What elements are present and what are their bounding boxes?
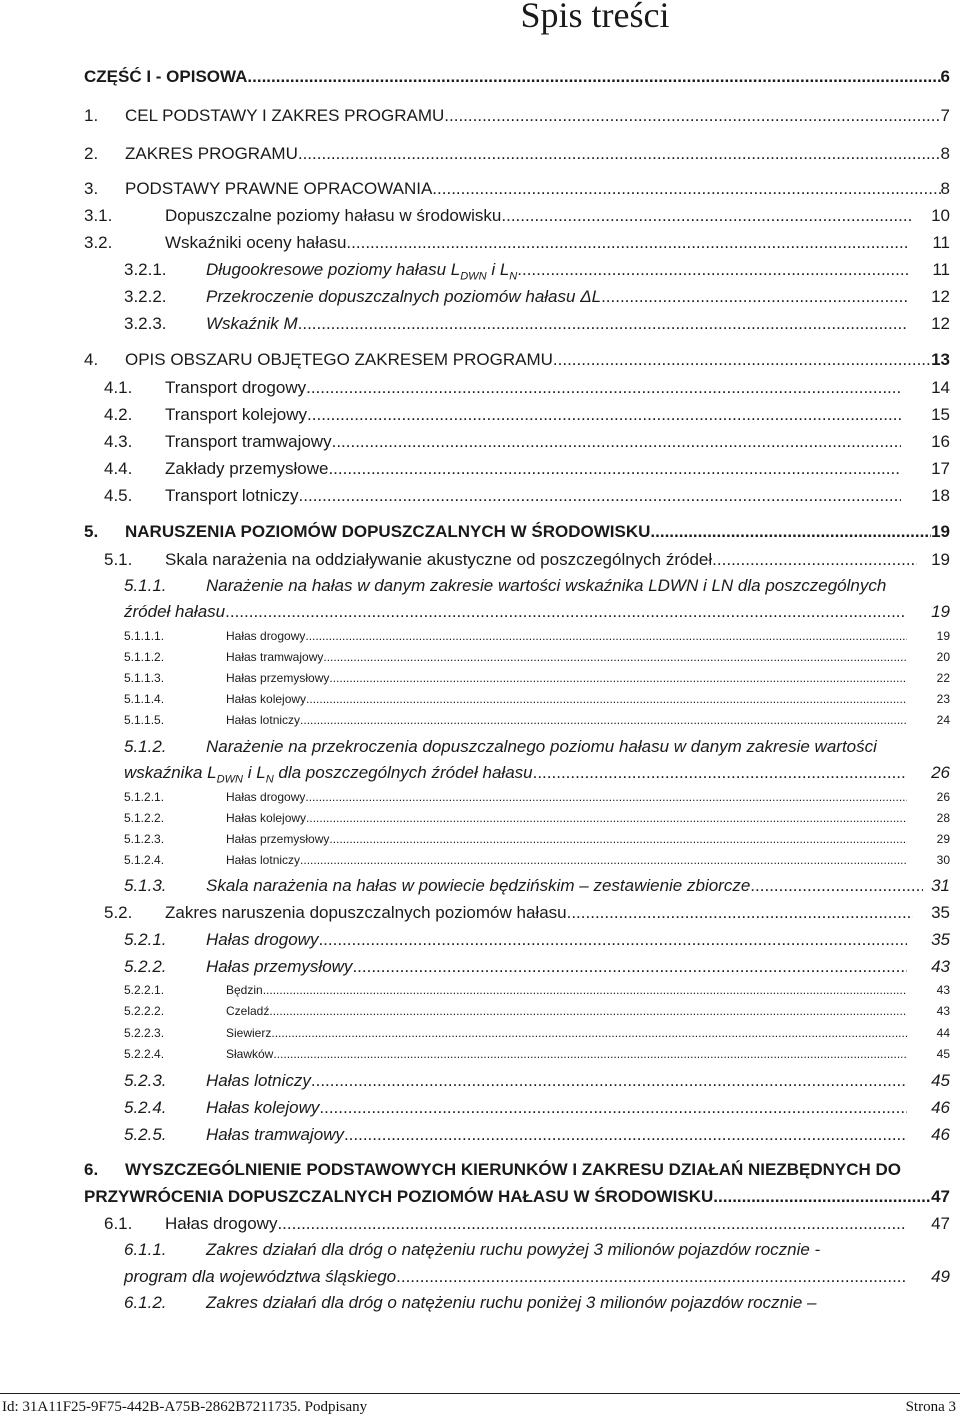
toc-entry-text: Skala narażenia na hałas w powiecie będzińskim – zestawienie zbiorcze — [206, 876, 751, 895]
toc-entry-page: 24 — [936, 713, 950, 727]
toc-entry[interactable] — [124, 811, 950, 825]
toc-entry[interactable] — [124, 260, 950, 283]
toc-entry-page: 45 — [936, 1047, 950, 1061]
toc-entry[interactable] — [124, 930, 950, 950]
toc-entry-number: 5.2.2. — [124, 957, 167, 976]
toc-leader — [352, 957, 907, 977]
toc-entry-text: Narażenie na hałas w danym zakresie wartości wskaźnika LDWN i LN dla poszczególnych — [206, 576, 887, 595]
toc-entry[interactable] — [124, 763, 950, 786]
toc-entry-number: 5.1.2.2. — [124, 811, 165, 825]
toc-entry[interactable] — [84, 350, 950, 370]
toc-entry-text: CEL PODSTAWY I ZAKRES PROGRAMU — [125, 106, 445, 125]
page-title: Spis treści — [520, 0, 670, 35]
toc-entry-page: 16 — [931, 432, 950, 451]
toc-entry-text: NARUSZENIA POZIOMÓW DOPUSZCZALNYCH W ŚRODOWISKU — [125, 522, 651, 541]
toc-entry-text: Wskaźniki oceny hałasu — [165, 233, 347, 252]
toc-entry-page: 23 — [936, 692, 950, 706]
toc-entry-page: 15 — [931, 405, 950, 424]
toc-entry-text: Skala narażenia na oddziaływanie akustyczne od poszczególnych źródeł — [165, 550, 713, 569]
footer-document-id: Id: 31A11F25-9F75-442B-A75B-2862B7211735. Podpisany — [2, 1399, 368, 1415]
toc-entry-page: 43 — [931, 957, 950, 976]
toc-entry-page: 7 — [940, 106, 950, 125]
toc-entry-number: 5. — [84, 522, 99, 541]
toc-leader — [396, 1267, 907, 1287]
toc-leader — [567, 903, 913, 923]
toc-entry-line[interactable] — [124, 737, 877, 757]
toc-entry-text: Hałas tramwajowy — [206, 1125, 344, 1144]
toc-entry-text: Zakres działań dla dróg o natężeniu ruchu poniżej 3 milionów pojazdów rocznie – — [206, 1293, 817, 1312]
toc-entry[interactable] — [104, 903, 950, 923]
toc-entry-text: Dopuszczalne poziomy hałasu w środowisku — [165, 206, 502, 225]
toc-entry-number: 5.1.2. — [124, 737, 167, 756]
toc-entry-text: Czeladź — [226, 1004, 270, 1018]
toc-leader — [533, 763, 907, 783]
toc-entry-number: 5.2.2.1. — [124, 983, 165, 997]
toc-leader — [273, 1047, 906, 1061]
toc-entry-page: 18 — [931, 486, 950, 505]
toc-entry-text: źródeł hałasu — [124, 602, 226, 621]
toc-leader — [319, 1098, 907, 1118]
toc-entry-page: 29 — [936, 832, 950, 846]
toc-entry-text: Hałas drogowy — [206, 930, 319, 949]
toc-entry-page: 45 — [931, 1071, 950, 1090]
toc-entry[interactable] — [124, 713, 950, 727]
toc-entry-line[interactable] — [124, 1293, 816, 1313]
toc-leader — [329, 671, 906, 685]
toc-entry[interactable] — [84, 1187, 950, 1207]
toc-leader — [300, 853, 907, 867]
toc-text-part: dla poszczególnych źródeł hałasu — [273, 763, 533, 782]
toc-entry-number: 6.1.2. — [124, 1293, 167, 1312]
toc-entry[interactable] — [104, 550, 950, 570]
toc-entry[interactable] — [84, 67, 950, 87]
toc-entry[interactable] — [104, 405, 950, 425]
toc-entry-number: 5.1. — [104, 550, 133, 569]
toc-entry-text: Zakres naruszenia dopuszczalnych poziomów hałasu — [165, 903, 567, 922]
toc-entry-line[interactable] — [84, 1160, 901, 1180]
toc-entry-text: CZĘŚĆ I - OPISOWA — [84, 67, 248, 86]
toc-entry-page: 14 — [931, 378, 950, 397]
toc-leader — [306, 811, 907, 825]
toc-leader — [329, 832, 906, 846]
toc-text-part: i L — [486, 260, 510, 279]
toc-entry-number: 4.5. — [104, 486, 133, 505]
toc-entry[interactable] — [124, 790, 950, 804]
toc-entry-page: 26 — [931, 763, 950, 782]
toc-entry[interactable] — [124, 1071, 950, 1091]
toc-subscript: N — [265, 773, 274, 786]
toc-leader — [601, 287, 907, 307]
toc-entry-text: Hałas drogowy — [226, 629, 306, 643]
toc-entry-text: Hałas kolejowy — [206, 1098, 320, 1117]
toc-entry-line[interactable] — [124, 1240, 820, 1260]
toc-entry[interactable] — [84, 522, 950, 542]
toc-entry-page: 10 — [931, 206, 950, 225]
toc-entry-page: 20 — [936, 650, 950, 664]
toc-leader — [305, 790, 906, 804]
toc-entry-number: 5.1.3. — [124, 876, 167, 895]
toc-entry-page: 28 — [936, 811, 950, 825]
toc-leader — [432, 179, 940, 199]
toc-entry[interactable] — [124, 853, 950, 867]
toc-subscript: N — [509, 270, 518, 283]
toc-entry[interactable] — [124, 1267, 950, 1287]
toc-entry-number: 3. — [84, 179, 99, 198]
toc-entry-number: 5.2. — [104, 903, 133, 922]
toc-entry-text: Sławków — [226, 1047, 274, 1061]
toc-entry-number: 3.2.1. — [124, 260, 167, 279]
toc-leader — [269, 1004, 906, 1018]
toc-leader — [444, 106, 940, 126]
toc-entry[interactable] — [124, 650, 950, 664]
toc-entry-number: 4. — [84, 350, 99, 369]
toc-entry-text: Przekroczenie dopuszczalnych poziomów hałasu ΔL — [206, 287, 602, 306]
toc-leader — [750, 876, 923, 896]
toc-entry[interactable] — [104, 1214, 950, 1234]
toc-entry-number: 4.2. — [104, 405, 133, 424]
toc-entry-text: Hałas przemysłowy — [226, 832, 330, 846]
toc-leader — [346, 233, 908, 253]
toc-entry-page: 35 — [931, 903, 950, 922]
toc-entry-page: 46 — [931, 1125, 950, 1144]
toc-leader — [271, 1026, 906, 1040]
toc-entry-page: 17 — [931, 459, 950, 478]
toc-entry-page: 11 — [932, 260, 950, 279]
toc-entry-page: 6 — [940, 67, 950, 86]
toc-entry[interactable] — [124, 629, 950, 643]
toc-entry[interactable] — [124, 983, 950, 997]
toc-entry-number: 2. — [84, 144, 99, 163]
toc-leader — [277, 1214, 907, 1234]
toc-entry-text: Hałas kolejowy — [226, 811, 307, 825]
footer-page-number: Strona 3 — [905, 1399, 956, 1415]
toc-leader — [247, 67, 940, 87]
toc-leader — [263, 983, 907, 997]
toc-entry-text — [206, 260, 518, 283]
toc-entry-text: program dla województwa śląskiego — [124, 1267, 397, 1286]
toc-entry-number: 5.1.2.3. — [124, 832, 165, 846]
toc-entry-page: 26 — [936, 790, 950, 804]
toc-text-part: wskaźnika L — [124, 763, 217, 782]
toc-entry-text — [124, 763, 533, 786]
toc-entry[interactable] — [124, 832, 950, 846]
toc-subscript: DWN — [460, 270, 487, 283]
toc-text-part: i L — [243, 763, 266, 782]
toc-entry-number: 5.2.3. — [124, 1071, 167, 1090]
toc-entry[interactable] — [124, 876, 950, 896]
toc-leader — [298, 314, 907, 334]
toc-entry-page: 19 — [931, 522, 950, 541]
toc-entry[interactable] — [84, 206, 950, 226]
toc-entry[interactable] — [84, 106, 950, 126]
toc-entry-page: 19 — [936, 629, 950, 643]
toc-entry-page: 30 — [936, 853, 950, 867]
toc-leader — [553, 350, 931, 370]
toc-leader — [311, 1071, 907, 1091]
toc-entry[interactable] — [104, 486, 950, 506]
toc-entry[interactable] — [124, 287, 950, 307]
toc-entry-number: 6.1.1. — [124, 1240, 167, 1259]
toc-leader — [713, 1187, 931, 1207]
toc-entry-page: 49 — [931, 1267, 950, 1286]
toc-entry-page: 31 — [931, 876, 950, 895]
footer-divider — [0, 1393, 960, 1394]
toc-entry-text: Hałas lotniczy — [206, 1071, 311, 1090]
toc-entry-text: PODSTAWY PRAWNE OPRACOWANIA — [125, 179, 433, 198]
toc-leader — [318, 930, 907, 950]
toc-entry-number: 3.2.2. — [124, 287, 167, 306]
toc-leader — [328, 459, 901, 479]
toc-entry-text: Będzin — [226, 983, 263, 997]
toc-entry[interactable] — [124, 692, 950, 706]
toc-entry-number: 4.4. — [104, 459, 133, 478]
toc-entry[interactable] — [84, 144, 950, 164]
toc-entry[interactable] — [104, 432, 950, 452]
toc-entry[interactable] — [104, 459, 950, 479]
toc-entry-number: 5.2.1. — [124, 930, 167, 949]
toc-entry[interactable] — [124, 1125, 950, 1145]
toc-entry-number: 5.2.2.4. — [124, 1047, 165, 1061]
toc-entry-page: 43 — [936, 1004, 950, 1018]
toc-entry-page: 12 — [931, 314, 950, 333]
toc-entry-text: Transport kolejowy — [165, 405, 308, 424]
toc-entry-number: 3.1. — [84, 206, 113, 225]
toc-leader — [323, 650, 906, 664]
toc-entry[interactable] — [84, 233, 950, 253]
toc-entry-number: 5.1.1.3. — [124, 671, 165, 685]
toc-leader — [300, 713, 907, 727]
toc-entry-page: 46 — [931, 1098, 950, 1117]
toc-entry[interactable] — [124, 1047, 950, 1061]
toc-entry-text: Narażenie na przekroczenia dopuszczalnego poziomu hałasu w danym zakresie wartości — [206, 737, 877, 756]
toc-entry-number: 3.2. — [84, 233, 113, 252]
toc-leader — [298, 144, 941, 164]
toc-entry-page: 11 — [932, 233, 950, 252]
toc-entry-text: Zakłady przemysłowe — [165, 459, 329, 478]
toc-entry-text: Zakres działań dla dróg o natężeniu ruchu powyżej 3 milionów pojazdów rocznie - — [206, 1240, 821, 1259]
toc-entry[interactable] — [124, 957, 950, 977]
toc-entry-number: 6.1. — [104, 1214, 133, 1233]
toc-leader — [332, 432, 901, 452]
toc-leader — [650, 522, 931, 542]
toc-entry-text: Hałas przemysłowy — [206, 957, 353, 976]
toc-entry[interactable] — [124, 1026, 950, 1040]
toc-entry-text: Hałas lotniczy — [226, 713, 301, 727]
toc-leader — [501, 206, 913, 226]
toc-entry-page: 13 — [931, 350, 950, 369]
toc-entry-number: 5.2.4. — [124, 1098, 167, 1117]
toc-entry-number: 5.1.1. — [124, 576, 167, 595]
toc-entry-number: 5.1.1.1. — [124, 629, 165, 643]
toc-entry-page: 47 — [931, 1214, 950, 1233]
toc-entry-text: Hałas drogowy — [165, 1214, 278, 1233]
toc-entry-number: 5.1.1.2. — [124, 650, 165, 664]
toc-entry-number: 4.3. — [104, 432, 133, 451]
toc-entry-number: 5.1.2.1. — [124, 790, 165, 804]
toc-leader — [305, 629, 906, 643]
toc-entry-number: 5.1.1.5. — [124, 713, 165, 727]
toc-entry-text: OPIS OBSZARU OBJĘTEGO ZAKRESEM PROGRAMU — [125, 350, 553, 369]
toc-entry[interactable] — [124, 671, 950, 685]
toc-entry-page: 35 — [931, 930, 950, 949]
toc-leader — [306, 692, 907, 706]
toc-entry[interactable] — [124, 314, 950, 334]
toc-entry[interactable] — [124, 602, 950, 622]
toc-entry-text: Hałas drogowy — [226, 790, 306, 804]
toc-entry-line[interactable] — [124, 576, 886, 596]
toc-entry-number: 4.1. — [104, 378, 133, 397]
toc-leader — [712, 550, 917, 570]
toc-entry-page: 19 — [931, 550, 950, 569]
toc-entry[interactable] — [84, 179, 950, 199]
toc-entry-page: 47 — [931, 1187, 950, 1206]
toc-entry-number: 1. — [84, 106, 99, 125]
toc-entry-number: 5.2.2.2. — [124, 1004, 165, 1018]
toc-leader — [225, 602, 905, 622]
toc-entry-number: 5.1.1.4. — [124, 692, 165, 706]
toc-entry-text: Siewierz — [226, 1026, 272, 1040]
toc-leader — [306, 378, 901, 398]
toc-entry-number: 5.1.2.4. — [124, 853, 165, 867]
toc-entry-page: 44 — [936, 1026, 950, 1040]
toc-entry-page: 8 — [940, 179, 950, 198]
toc-entry[interactable] — [104, 378, 950, 398]
toc-entry-text: WYSZCZEGÓLNIENIE PODSTAWOWYCH KIERUNKÓW I ZAKRESU DZIAŁAŃ NIEZBĘDNYCH DO — [125, 1160, 902, 1179]
toc-entry-text: Hałas kolejowy — [226, 692, 307, 706]
toc-leader — [307, 405, 901, 425]
toc-entry-text: Hałas tramwajowy — [226, 650, 324, 664]
toc-entry-text: PRZYWRÓCENIA DOPUSZCZALNYCH POZIOMÓW HAŁASU W ŚRODOWISKU — [84, 1187, 714, 1206]
toc-entry-text: ZAKRES PROGRAMU — [125, 144, 298, 163]
toc-leader — [517, 260, 908, 280]
toc-entry-page: 19 — [931, 602, 950, 621]
toc-entry-text: Transport lotniczy — [165, 486, 299, 505]
toc-entry-text: Hałas lotniczy — [226, 853, 301, 867]
toc-entry-number: 5.2.5. — [124, 1125, 167, 1144]
toc-entry-text: Hałas przemysłowy — [226, 671, 330, 685]
toc-entry-number: 5.2.2.3. — [124, 1026, 165, 1040]
toc-leader — [344, 1125, 907, 1145]
toc-entry-number: 6. — [84, 1160, 99, 1179]
toc-entry-text: Wskaźnik M — [206, 314, 298, 333]
toc-entry-text: Transport drogowy — [165, 378, 307, 397]
toc-entry[interactable] — [124, 1098, 950, 1118]
toc-entry-page: 43 — [936, 983, 950, 997]
toc-entry-page: 12 — [931, 287, 950, 306]
toc-entry-page: 8 — [940, 144, 950, 163]
toc-leader — [299, 486, 902, 506]
toc-entry[interactable] — [124, 1004, 950, 1018]
toc-entry-number: 3.2.3. — [124, 314, 167, 333]
toc-entry-page: 22 — [936, 671, 950, 685]
toc-text-part: Długookresowe poziomy hałasu L — [206, 260, 461, 279]
toc-entry-text: Transport tramwajowy — [165, 432, 332, 451]
toc-subscript: DWN — [216, 773, 243, 786]
